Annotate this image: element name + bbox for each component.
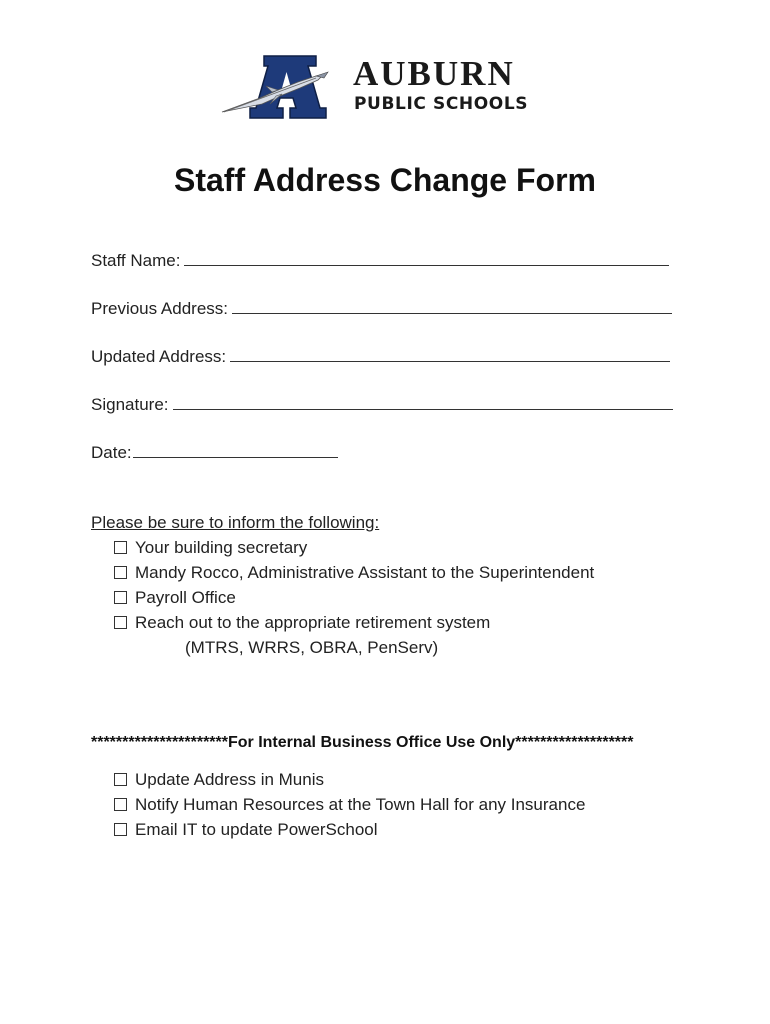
- checklist-item[interactable]: [114, 535, 594, 560]
- checklist-item-label: Your building secretary: [135, 538, 308, 557]
- updated-address-field[interactable]: [91, 346, 670, 367]
- checkbox-icon[interactable]: [114, 798, 127, 811]
- logo-subtitle: PUBLIC SCHOOLS: [354, 94, 529, 114]
- date-label: Date:: [91, 443, 132, 462]
- checklist-item[interactable]: [114, 792, 585, 817]
- updated-address-line[interactable]: [230, 346, 670, 362]
- checklist-item-label: Mandy Rocco, Administrative Assistant to the Superintendent: [135, 563, 595, 582]
- checklist-item-label: Notify Human Resources at the Town Hall for any Insurance: [135, 795, 586, 814]
- checkbox-icon[interactable]: [114, 541, 127, 554]
- checklist-item[interactable]: [114, 585, 594, 610]
- school-logo: [220, 52, 540, 124]
- date-field[interactable]: [91, 442, 338, 463]
- signature-line[interactable]: [173, 394, 673, 410]
- auburn-a-logo-icon: [220, 52, 350, 124]
- page-title: Staff Address Change Form: [174, 162, 596, 198]
- staff-name-label: Staff Name:: [91, 251, 181, 270]
- internal-checklist: [114, 767, 585, 842]
- checklist-item-label: Email IT to update PowerSchool: [135, 820, 378, 839]
- logo-name: AUBURN: [353, 54, 515, 93]
- inform-heading: Please be sure to inform the following:: [91, 513, 380, 532]
- date-line[interactable]: [133, 442, 338, 458]
- checkbox-icon[interactable]: [114, 773, 127, 786]
- checkbox-icon[interactable]: [114, 566, 127, 579]
- checklist-item-label: Reach out to the appropriate retirement system: [135, 613, 491, 632]
- checkbox-icon[interactable]: [114, 591, 127, 604]
- previous-address-field[interactable]: [91, 298, 672, 319]
- checklist-item-label: Payroll Office: [135, 588, 236, 607]
- checklist-item[interactable]: [114, 767, 585, 792]
- checkbox-icon[interactable]: [114, 616, 127, 629]
- retirement-systems-note: (MTRS, WRRS, OBRA, PenServ): [185, 638, 439, 657]
- previous-address-label: Previous Address:: [91, 299, 229, 318]
- signature-field[interactable]: [91, 394, 673, 415]
- staff-name-field[interactable]: [91, 250, 669, 271]
- checklist-item-label: Update Address in Munis: [135, 770, 324, 789]
- checklist-item[interactable]: [114, 560, 594, 585]
- staff-name-line[interactable]: [184, 250, 669, 266]
- inform-checklist: [114, 535, 594, 635]
- internal-use-heading: **********************For Internal Business Office Use Only*******************: [91, 734, 634, 751]
- checklist-item[interactable]: [114, 817, 585, 842]
- updated-address-label: Updated Address:: [91, 347, 227, 366]
- checklist-item[interactable]: [114, 610, 594, 635]
- signature-label: Signature:: [91, 395, 169, 414]
- previous-address-line[interactable]: [232, 298, 672, 314]
- checkbox-icon[interactable]: [114, 823, 127, 836]
